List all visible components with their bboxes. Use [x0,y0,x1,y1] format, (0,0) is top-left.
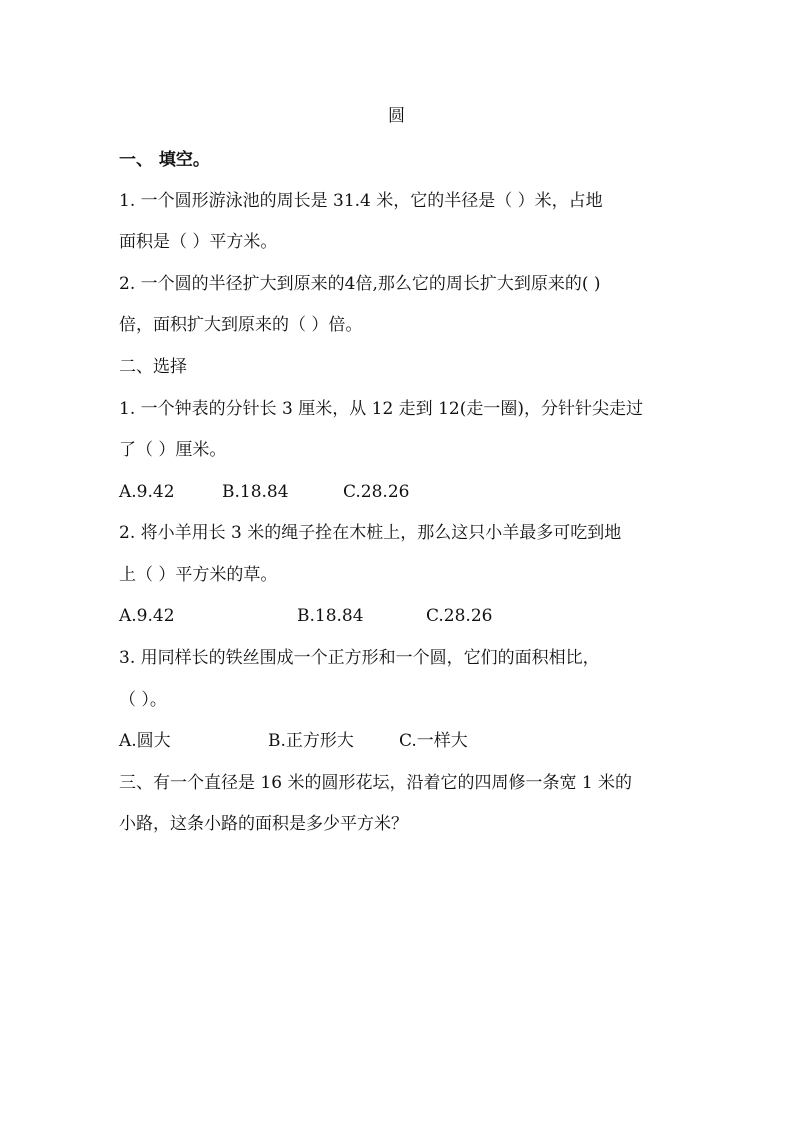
choice-q2-option-b: B.18.84 [297,606,364,626]
choice-q2-option-a: A.9.42 [119,606,175,626]
section-1-heading: 一、 填空。 [119,150,210,170]
fill-blank-q2-line1: 2. 一个圆的半径扩大到原来的4倍,那么它的周长扩大到原来的( ) [119,274,601,294]
choice-q1-option-b: B.18.84 [222,482,289,502]
section-3-line2: 小路，这条小路的面积是多少平方米？ [119,814,408,834]
choice-q1-option-a: A.9.42 [119,482,175,502]
fill-blank-q2-line2: 倍，面积扩大到原来的（ ）倍。 [119,315,363,335]
choice-q3-option-a: A.圆大 [119,731,171,751]
fill-blank-q1-line1: 1. 一个圆形游泳池的周长是 31.4 米，它的半径是（ ）米，占地 [119,191,603,211]
choice-q1-line2: 了（ ）厘米。 [119,440,227,460]
fill-blank-q1-line2: 面积是（ ）平方米。 [119,232,278,252]
choice-q3-line2: （ ）。 [119,690,167,710]
choice-q3-line1: 3. 用同样长的铁丝围成一个正方形和一个圆，它们的面积相比， [119,648,600,668]
choice-q1-option-c: C.28.26 [343,482,410,502]
choice-q2-line1: 2. 将小羊用长 3 米的绳子拴在木桩上，那么这只小羊最多可吃到地 [119,523,622,543]
section-2-heading: 二、选择 [119,357,187,377]
choice-q2-option-c: C.28.26 [426,606,493,626]
choice-q3-option-c: C.一样大 [399,731,468,751]
choice-q2-line2: 上（ ）平方米的草。 [119,565,278,585]
page-title: 圆 [388,106,405,126]
choice-q3-option-b: B.正方形大 [268,731,354,751]
choice-q1-line1: 1. 一个钟表的分针长 3 厘米，从 12 走到 12(走一圈)，分针针尖走过 [119,399,643,419]
section-3-line1: 三、有一个直径是 16 米的圆形花坛，沿着它的四周修一条宽 1 米的 [119,773,633,793]
